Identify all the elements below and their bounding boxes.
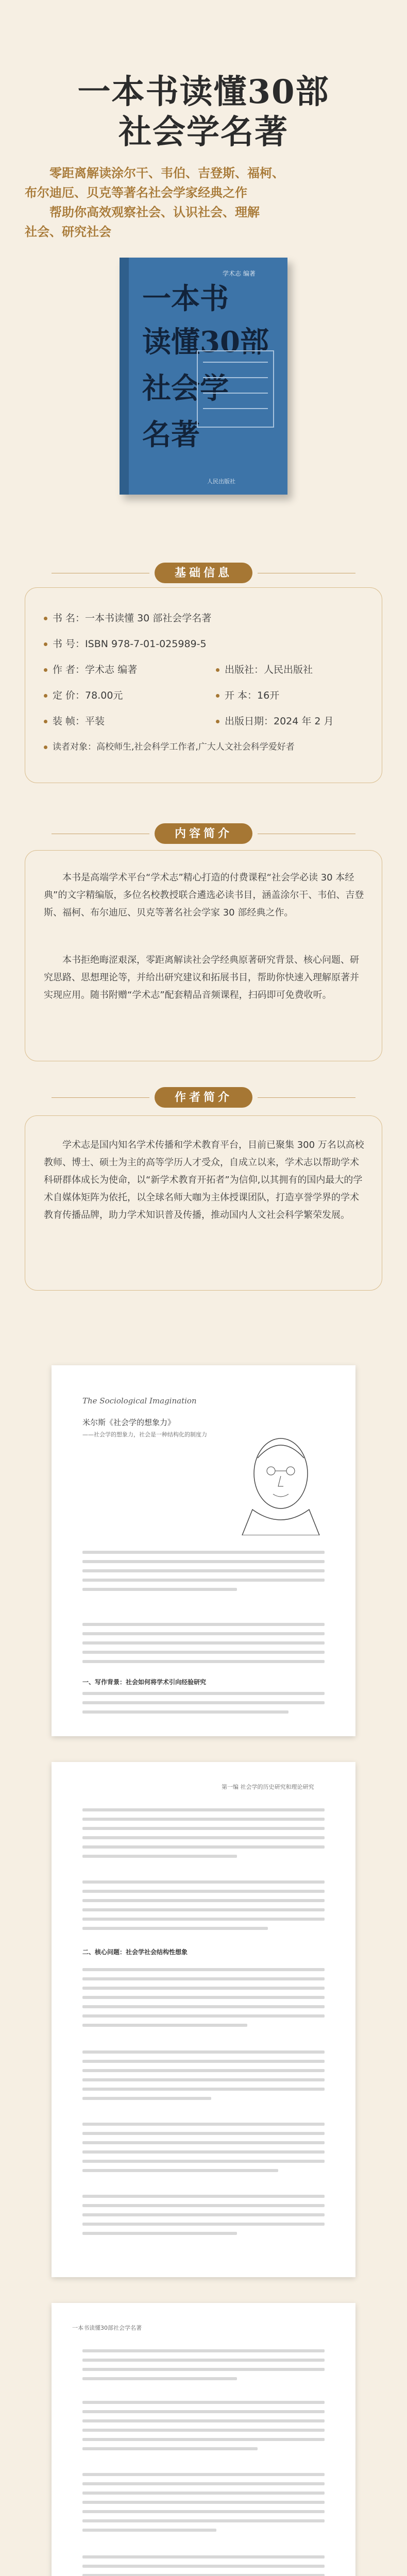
intro-heading: 内容简介 [155, 823, 252, 844]
book-title-part-1: 一本书 [142, 282, 229, 316]
author-paragraph: 学术志是国内知名学术传播和学术教育平台，目前已聚集 300 万名以高校教师、博士、硕士为主的高等学历人才受众，自成立以来，学术志以帮助学术科研群体成长为使命，以“新学术教育开拓者”为信仰,以其拥有的国内最大的学术自媒体矩阵为依托，以全球名师大咖为主体授课团队，打造享誉学界的学术教育传播品牌，助力学术知识普及传播，推动国内人文社会科学繁荣发展。 [44, 1140, 364, 1221]
book-spine [120, 258, 129, 495]
title-line-1: 一本书读懂30部 [77, 73, 330, 111]
basic-info-heading: 基础信息 [155, 563, 252, 583]
bullet-icon [44, 642, 47, 646]
book-cover [120, 258, 287, 495]
info-row-author: 作 者：学术志 编著 [44, 661, 137, 679]
intro-paragraph-1: 本书是高端学术平台“学术志”精心打造的付费课程“社会学必读 30 本经典”的文字精编版，多位名校教授联合遴选必读书目，涵盖涂尔干、韦伯、吉登斯、福柯、布尔迪厄、贝克等著名社会学家 30 部经典之作。 [44, 872, 364, 918]
bullet-icon [216, 668, 219, 672]
bullet-icon [44, 720, 47, 723]
subtitle-line-3: 帮助你高效观察社会、认识社会、理解 [49, 205, 260, 219]
author-card [25, 1115, 382, 1291]
page-header: 一本书读懂30部社会学名著 [72, 2325, 142, 2331]
bullet-icon [216, 694, 219, 698]
book-title-part-4: 名著 [142, 418, 200, 452]
page-title [0, 72, 407, 152]
book-author: 学术志 编著 [223, 270, 256, 277]
sample-page-1 [52, 1365, 355, 1736]
bullet-icon [44, 745, 47, 749]
title-line-2: 社会学名著 [118, 113, 289, 151]
author-heading: 作者简介 [155, 1087, 252, 1108]
info-row-price: 定 价：78.00元 [44, 687, 123, 704]
subtitle-line-4: 社会、研究社会 [25, 224, 111, 239]
subtitle-line-1: 零距离解读涂尔干、韦伯、吉登斯、福柯、 [49, 165, 284, 180]
hero-section [0, 0, 407, 556]
portrait-sketch [237, 1427, 325, 1535]
info-row-date: 出版日期：2024 年 2 月 [216, 713, 334, 730]
info-row-publisher: 出版社：人民出版社 [216, 661, 313, 679]
section-heading: 二、核心问题：社会学社会结构性想象 [82, 1948, 188, 1956]
sample-page-2 [52, 1762, 355, 2277]
chapter-title: 米尔斯《社会学的想象力》 [82, 1418, 176, 1427]
section-heading: 一、写作背景：社会如何将学术引向经验研究 [82, 1679, 207, 1686]
bullet-icon [44, 617, 47, 620]
chapter-subtitle: ——社会学的想象力，社会是一种结构化的制度力 [82, 1431, 207, 1438]
divider [52, 1097, 149, 1098]
divider [258, 1097, 355, 1098]
basic-info-card [25, 587, 382, 783]
intro-header [0, 823, 407, 844]
bullet-icon [44, 668, 47, 672]
page-header: 第一编 社会学的历史研究和理论研究 [222, 1784, 314, 1790]
subtitle-line-2: 布尔迪厄、贝克等著名社会学家经典之作 [25, 185, 247, 200]
intro-card [25, 850, 382, 1061]
book-title-part-3: 社会学 [142, 371, 229, 405]
book-publisher: 人民出版社 [207, 478, 235, 485]
bullet-icon [216, 720, 219, 723]
basic-info-header [0, 563, 407, 583]
info-row-readers: 读者对象：高校师生,社会科学工作者,广大人文社会科学爱好者 [44, 738, 295, 756]
intro-paragraph-2: 本书拒绝晦涩艰深，零距离解读社会学经典原著研究背景、核心问题、研究思路、思想理论等，并给出研究建议和拓展书目，帮助你快速入理解原著并实现应用。随书附赠“学术志”配套精品音频课程，扫码即可免费收听。 [44, 955, 359, 1001]
book-title-part-2: 读懂30部 [142, 325, 269, 359]
info-row-format: 开 本：16开 [216, 687, 279, 704]
page-italic-title: The Sociological Imagination [82, 1396, 197, 1405]
info-row-title: 书 名：一本书读懂 30 部社会学名著 [44, 609, 211, 627]
author-header [0, 1087, 407, 1108]
sample-page-3 [52, 2303, 355, 2576]
subtitle [25, 164, 382, 241]
bullet-icon [44, 694, 47, 698]
info-row-isbn: 书 号：ISBN 978-7-01-025989-5 [44, 635, 207, 653]
info-row-binding: 装 帧：平装 [44, 713, 105, 730]
building-illustration [197, 350, 274, 428]
